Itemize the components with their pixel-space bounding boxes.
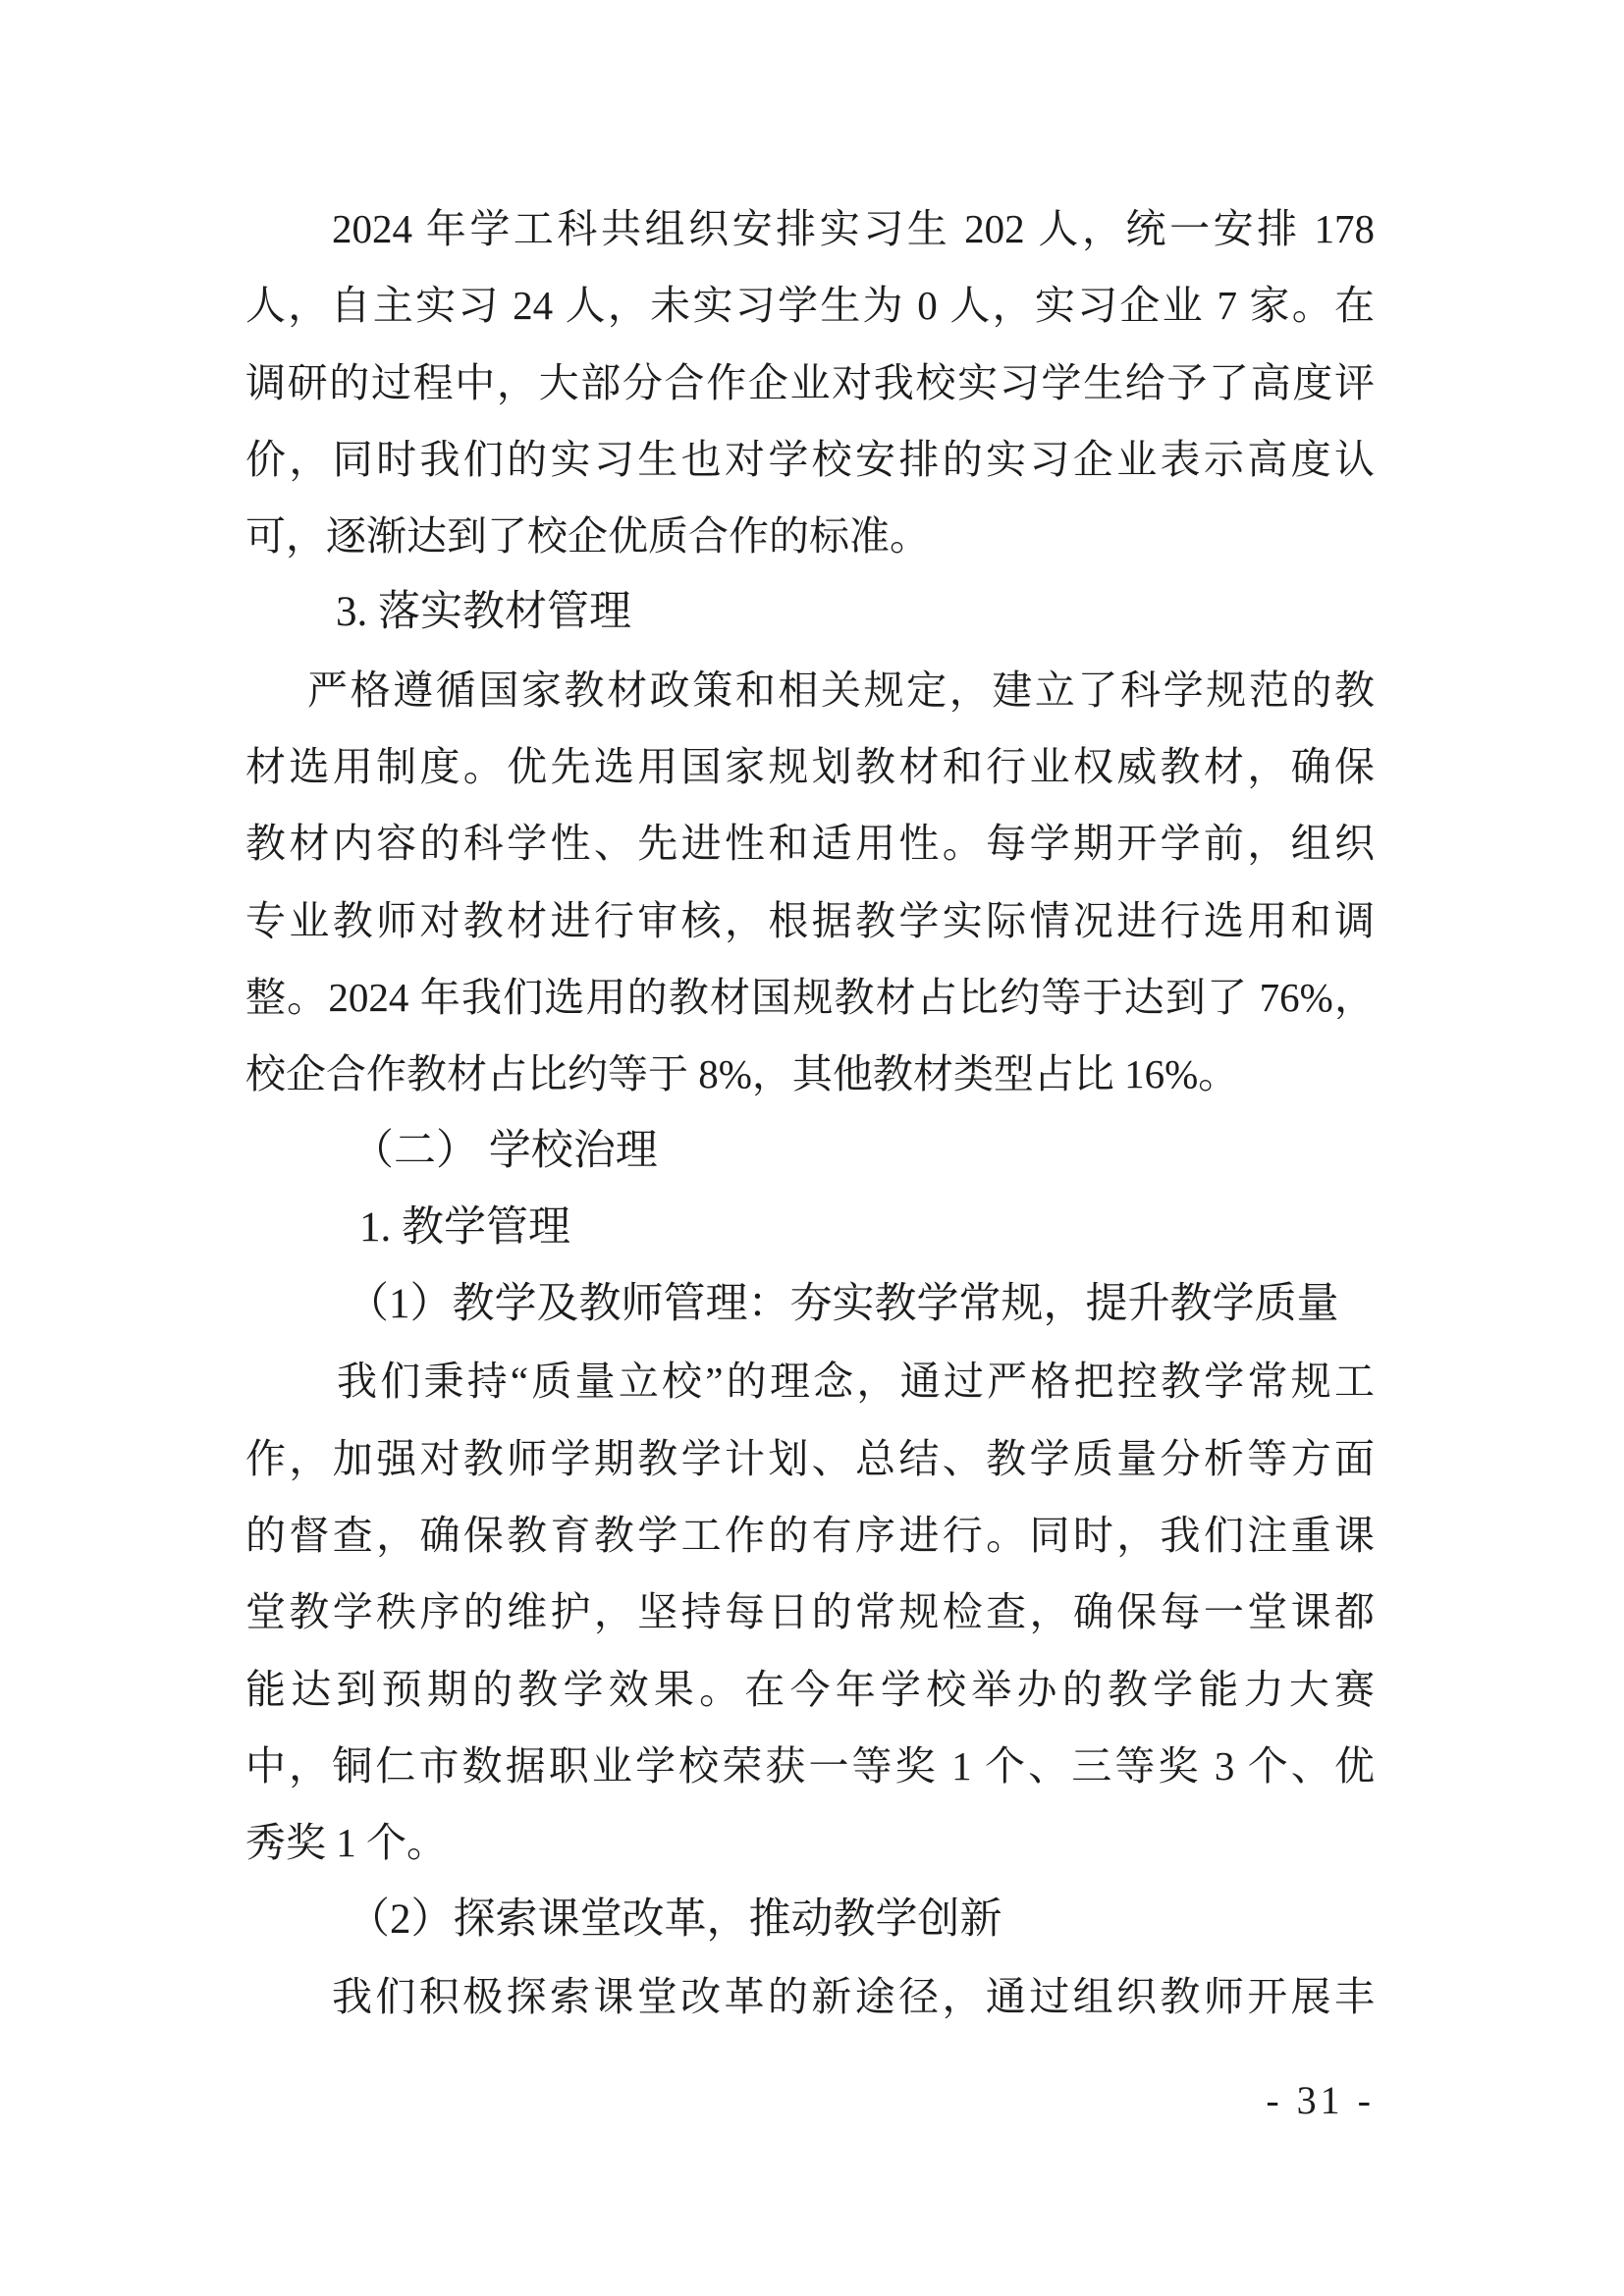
text-line: 1. 教学管理 (359, 1203, 570, 1251)
text-line: （1）教学及教师管理：夯实教学常规，提升教学质量 (347, 1281, 1339, 1328)
text-line: （二） 学校治理 (352, 1127, 658, 1174)
text-line: 2024 年学工科共组织安排实习生 202 人，统一安排 178 (332, 206, 1375, 251)
text-line: 作，加强对教师学期教学计划、总结、教学质量分析等方面 (245, 1435, 1375, 1481)
text-line: （2）探索课堂改革，推动教学创新 (348, 1896, 1002, 1943)
text-line: 教材内容的科学性、先进性和适用性。每学期开学前，组织 (245, 821, 1375, 867)
text-line: 我们秉持“质量立校”的理念，通过严格把控教学常规工 (337, 1359, 1375, 1405)
text-line: 人，自主实习 24 人，未实习学生为 0 人，实习企业 7 家。在 (245, 283, 1375, 329)
text-line: 秀奖 1 个。 (245, 1820, 447, 1866)
text-line: 价，同时我们的实习生也对学校安排的实习企业表示高度认 (245, 436, 1375, 482)
text-line: 可，逐渐达到了校企优质合作的标准。 (245, 513, 930, 560)
text-line: 我们积极探索课堂改革的新途径，通过组织教师开展丰 (332, 1973, 1375, 2019)
text-line: 能达到预期的教学效果。在今年学校举办的教学能力大赛 (245, 1666, 1375, 1712)
page-number: - 31 - (1266, 2078, 1375, 2122)
text-line: 调研的过程中，大部分合作企业对我校实习学生给予了高度评 (245, 359, 1375, 405)
text-line: 校企合作教材占比约等于 8%，其他教材类型占比 16%。 (245, 1051, 1239, 1097)
text-line: 3. 落实教材管理 (336, 589, 631, 636)
text-line: 堂教学秩序的维护，坚持每日的常规检查，确保每一堂课都 (245, 1589, 1375, 1635)
text-line: 整。2024 年我们选用的教材国规教材占比约等于达到了 76%， (245, 974, 1375, 1020)
text-block (245, 190, 1375, 2035)
text-line: 的督查，确保教育教学工作的有序进行。同时，我们注重课 (245, 1513, 1375, 1559)
text-line: 材选用制度。优先选用国家规划教材和行业权威教材，确保 (245, 744, 1375, 790)
text-line: 中，铜仁市数据职业学校荣获一等奖 1 个、三等奖 3 个、优 (245, 1742, 1375, 1789)
text-line: 专业教师对教材进行审核，根据教学实际情况进行选用和调 (245, 897, 1375, 943)
text-line: 严格遵循国家教材政策和相关规定，建立了科学规范的教 (307, 667, 1375, 713)
